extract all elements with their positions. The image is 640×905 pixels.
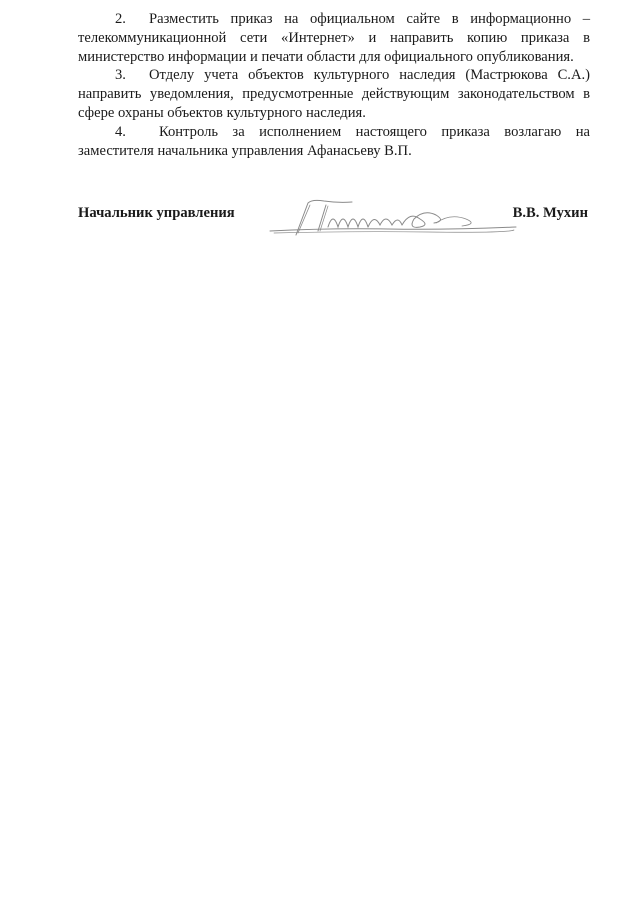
order-text bbox=[78, 10, 590, 160]
paragraph-4 bbox=[78, 123, 590, 161]
paragraph-number: 2. bbox=[115, 11, 126, 27]
paragraph-number: 3. bbox=[115, 67, 126, 84]
paragraph-2 bbox=[78, 10, 590, 66]
paragraph-text: Отделу учета объектов культурного наследия (Мастрюкова С.А.) направить уведомления, предусмотренные действующим законодательством в сфере охраны объектов культурного наследия. bbox=[78, 67, 590, 121]
signatory-name: В.В. Мухин bbox=[512, 205, 588, 221]
signatory-title: Начальник управления bbox=[78, 205, 235, 221]
paragraph-3 bbox=[78, 66, 590, 122]
signature-block bbox=[78, 203, 590, 243]
paragraph-text: Разместить приказ на официальном сайте в информационно – телекоммуникационной сети «Интернет» и направить копию приказа в министерство информации и печати области для официального опубликования. bbox=[78, 11, 590, 65]
paragraph-number: 4. bbox=[115, 123, 126, 140]
handwritten-signature bbox=[268, 197, 518, 241]
paragraph-text: Контроль за исполнением настоящего приказа возлагаю на заместителя начальника управления Афанасьеву В.П. bbox=[78, 123, 590, 159]
